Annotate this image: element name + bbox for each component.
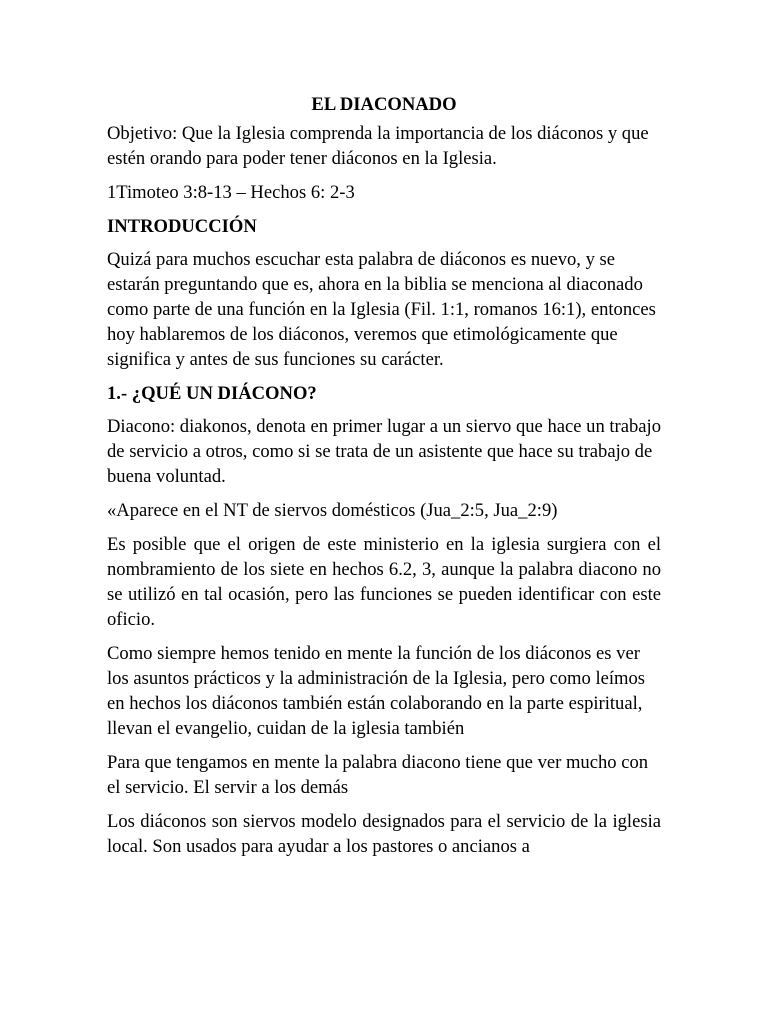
origin-paragraph: Es posible que el origen de este ministerio en la iglesia surgiera con el nombramiento de los siete en hechos 6.2, 3, aunque la palabra diacono no se utilizó en tal ocasión, pero las funciones se pueden identificar con este oficio. <box>107 534 661 630</box>
section1-heading: 1.- ¿QUÉ UN DIÁCONO? <box>107 383 317 404</box>
document-title: EL DIACONADO <box>311 94 457 115</box>
intro-heading: INTRODUCCIÓN <box>107 216 257 237</box>
objective-paragraph: Objetivo: Que la Iglesia comprenda la importancia de los diáconos y que estén orando para poder tener diáconos en la Iglesia. <box>107 123 649 169</box>
service-paragraph: Para que tengamos en mente la palabra diacono tiene que ver mucho con el servicio. El servir a los demás <box>107 752 649 798</box>
document-page <box>107 92 661 868</box>
function-paragraph: Como siempre hemos tenido en mente la función de los diáconos es ver los asuntos prácticos y la administración de la Iglesia, pero como leímos en hechos los diáconos también están colaborando en la parte espiritual, llevan el evangelio, cuidan de la iglesia también <box>107 643 646 739</box>
definition-paragraph: Diacono: diakonos, denota en primer lugar a un siervo que hace un trabajo de servicio a otros, como si se trata de un asistente que hace su trabajo de buena voluntad. <box>107 416 662 487</box>
nt-reference-paragraph: «Aparece en el NT de siervos domésticos (Jua_2:5, Jua_2:9) <box>107 500 558 521</box>
intro-paragraph: Quizá para muchos escuchar esta palabra de diáconos es nuevo, y se estarán preguntando que es, ahora en la biblia se menciona al diaconado como parte de una función en la Iglesia (Fil. 1:1, romanos 16:1), entonces hoy hablaremos de los diáconos, veremos que etimológicamente que significa y antes de sus funciones su carácter. <box>107 249 656 370</box>
model-servants-paragraph: Los diáconos son siervos modelo designados para el servicio de la iglesia local. Son usados para ayudar a los pastores o ancianos a <box>107 811 661 857</box>
scripture-reference: 1Timoteo 3:8-13 – Hechos 6: 2-3 <box>107 182 355 203</box>
